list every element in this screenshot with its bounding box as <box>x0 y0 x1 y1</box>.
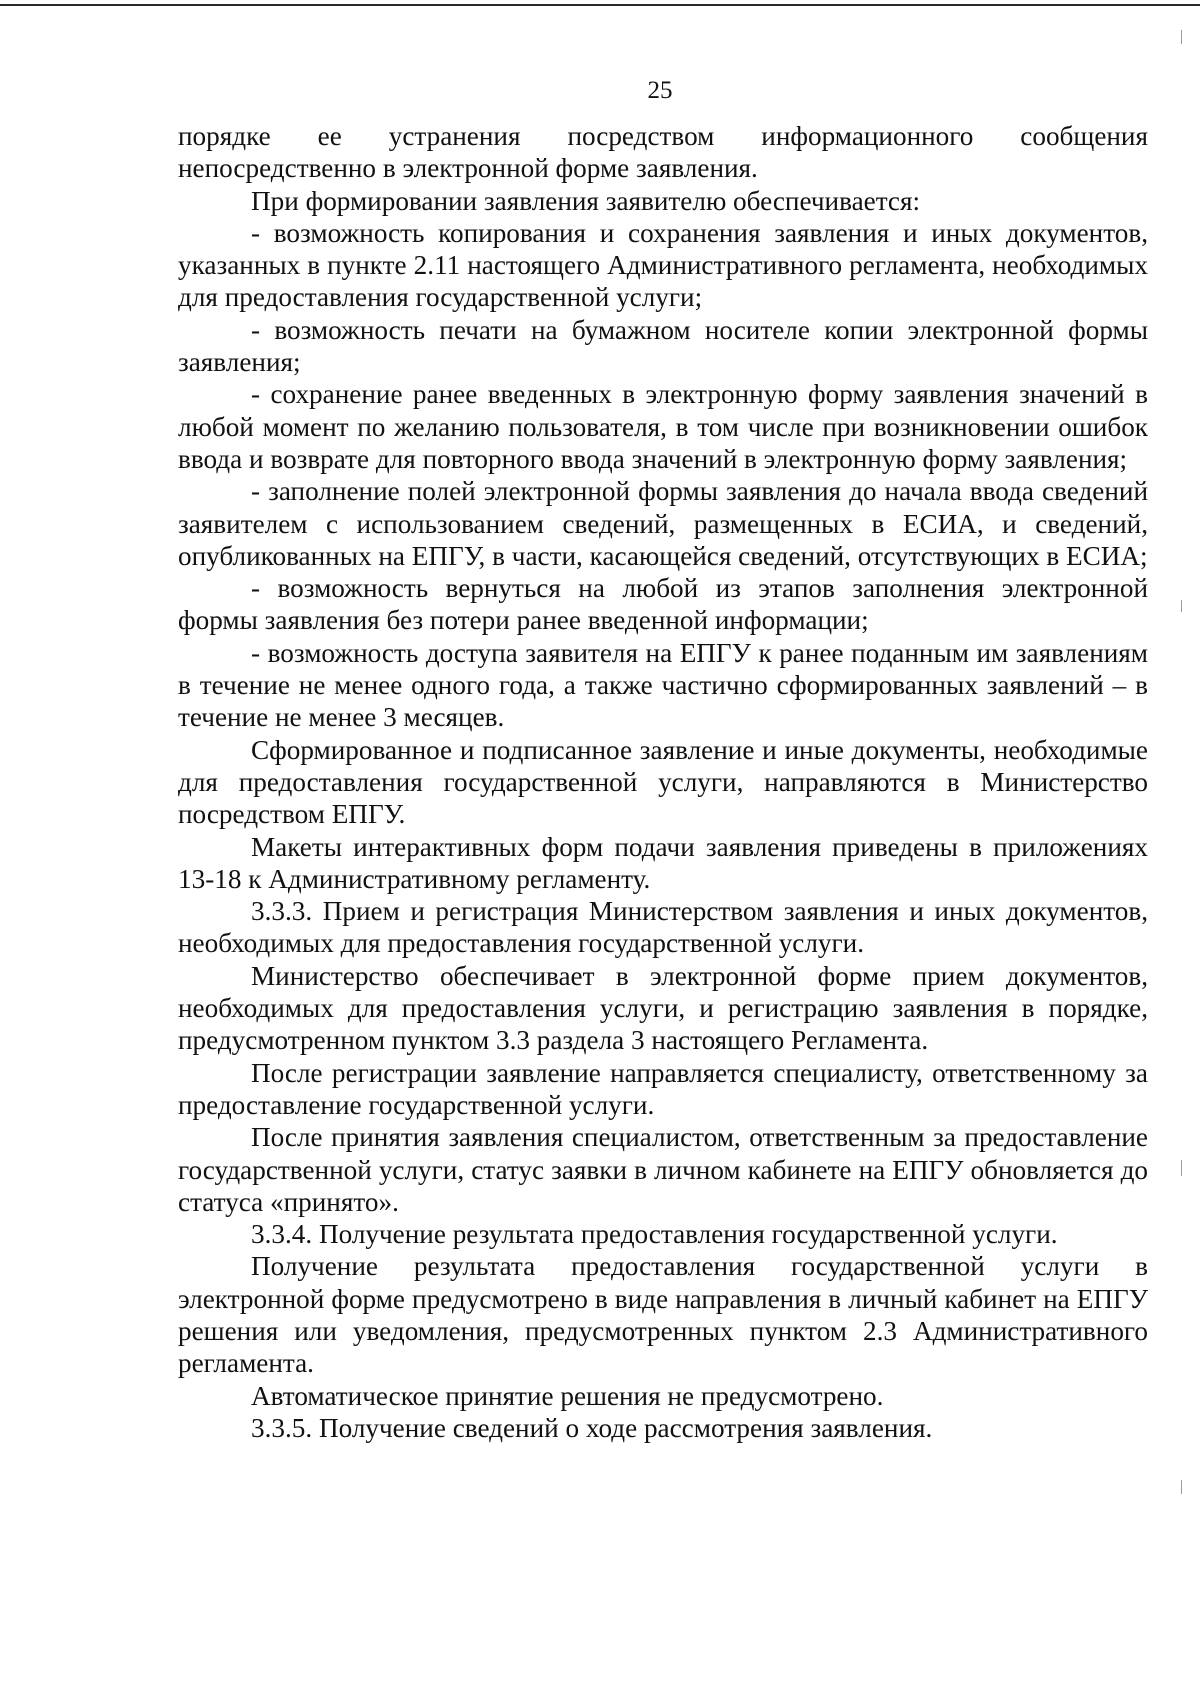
paragraph: При формировании заявления заявителю обеспечивается: <box>251 185 921 216</box>
list-item: - возможность копирования и сохранения заявления и иных документов, указанных в пункте 2.11 настоящего Административного регламента, необходимых для предоставления государственной услуги; <box>178 217 1148 313</box>
document-body <box>178 120 1148 1444</box>
paragraph: После регистрации заявление направляется специалисту, ответственному за предоставление государственной услуги. <box>178 1057 1148 1120</box>
section-heading: 3.3.5. Получение сведений о ходе рассмотрения заявления. <box>251 1412 933 1443</box>
section-heading: 3.3.4. Получение результата предоставления государственной услуги. <box>251 1219 1058 1250</box>
paragraph: Автоматическое принятие решения не предусмотрено. <box>251 1380 884 1411</box>
list-item: - возможность доступа заявителя на ЕПГУ к ранее поданным им заявлениям в течение не менее одного года, а также частично сформированных заявлений – в течение не менее 3 месяцев. <box>178 637 1148 733</box>
paragraph: Макеты интерактивных форм подачи заявления приведены в приложениях 13-18 к Административному регламенту. <box>178 831 1148 894</box>
paragraph: Сформированное и подписанное заявление и иные документы, необходимые для предоставления государственной услуги, направляются в Министерство посредством ЕПГУ. <box>178 734 1148 830</box>
list-item: - возможность вернуться на любой из этапов заполнения электронной формы заявления без потери ранее введенной информации; <box>178 573 1148 636</box>
paragraph: Министерство обеспечивает в электронной форме прием документов, необходимых для предоставления услуги, и регистрацию заявления в порядке, предусмотренном пунктом 3.3 раздела 3 настоящего Регламента. <box>178 960 1148 1056</box>
paragraph: порядке ее устранения посредством информационного сообщения непосредственно в электронной форме заявления. <box>178 121 1148 184</box>
scan-artifact <box>1181 1160 1182 1176</box>
section-heading: 3.3.3. Прием и регистрация Министерством заявления и иных документов, необходимых для предоставления государственной услуги. <box>178 896 1148 959</box>
scan-artifact <box>1181 30 1182 44</box>
list-item: - заполнение полей электронной формы заявления до начала ввода сведений заявителем с использованием сведений, размещенных в ЕСИА, и сведений, опубликованных на ЕПГУ, в части, касающейся сведений, отсутствующих в ЕСИА; <box>178 476 1148 571</box>
list-item: - сохранение ранее введенных в электронную форму заявления значений в любой момент по желанию пользователя, в том числе при возникновении ошибок ввода и возврате для повторного ввода значений в электронную форму заявления; <box>178 379 1148 474</box>
list-item: - возможность печати на бумажном носителе копии электронной формы заявления; <box>178 314 1148 378</box>
paragraph: Получение результата предоставления государственной услуги в электронной форме предусмотрено в виде направления в личный кабинет на ЕПГУ решения или уведомления, предусмотренных пунктом 2.3 Административного регламента. <box>178 1251 1148 1379</box>
paragraph: После принятия заявления специалистом, ответственным за предоставление государственной услуги, статус заявки в личном кабинете на ЕПГУ обновляется до статуса «принято». <box>178 1122 1148 1217</box>
page-number: 25 <box>647 77 673 104</box>
scan-artifact <box>1181 600 1182 612</box>
scan-artifact <box>1181 1480 1182 1494</box>
scan-top-border <box>0 4 1200 6</box>
